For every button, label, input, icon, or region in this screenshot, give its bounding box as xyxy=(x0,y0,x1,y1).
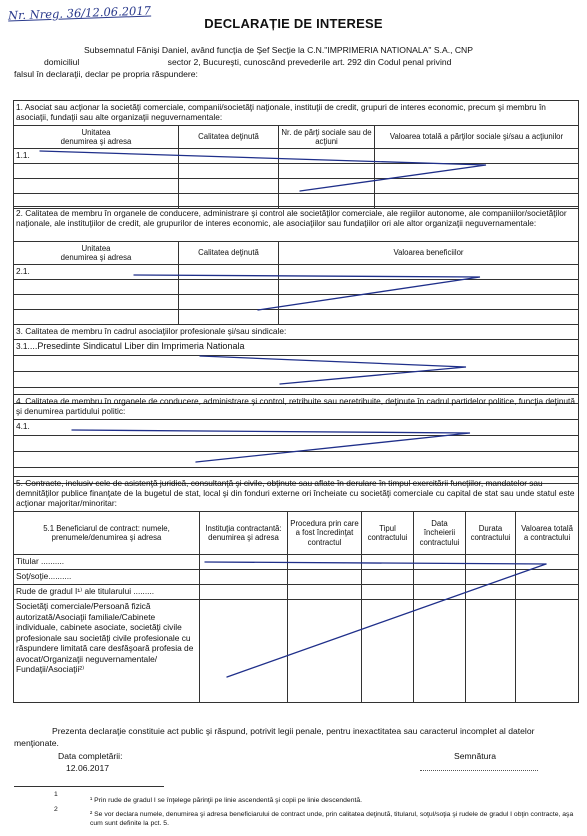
s2-col-unit: Unitatea denumirea şi adresa xyxy=(14,242,179,265)
table-cell xyxy=(516,585,579,600)
table-cell xyxy=(14,436,579,452)
table-cell xyxy=(200,600,288,703)
table-cell xyxy=(200,585,288,600)
table-cell xyxy=(288,585,362,600)
table-cell xyxy=(179,295,279,310)
table-cell xyxy=(14,372,579,388)
section-2-table xyxy=(13,206,579,325)
s2-col-capacity: Calitatea deţinută xyxy=(179,242,279,265)
s2-col-benefits: Valoarea beneficiilor xyxy=(279,242,579,265)
table-cell xyxy=(516,555,579,570)
table-cell xyxy=(288,555,362,570)
s1-col-value: Valoarea totală a părţilor sociale şi/sau a acţiunilor xyxy=(375,126,579,149)
table-cell xyxy=(466,555,516,570)
s5-row-companies: Societăţi comerciale/Persoană fizică autorizată/Asociaţii familiale/Cabinete individuale, cabinete asociate, societăţi civile profesionale sau societăţi civile profesionale cu răspundere limitată care desfăşoară profesia de avocat/Organizaţii neguvernamentale/ Fundaţii/Asociaţii²⁾ xyxy=(14,600,200,703)
table-cell xyxy=(288,570,362,585)
section-4-heading: 4. Calitatea de membru în organele de conducere, administrare şi control, retribuite sau neretribuite, deţinute în cadrul partidelor politice, funcţia deţinută şi denumirea partidului politic: xyxy=(14,395,579,420)
table-cell xyxy=(362,585,414,600)
table-cell xyxy=(375,179,579,194)
s5-col-type: Tipul contractului xyxy=(362,512,414,555)
table-cell xyxy=(375,164,579,179)
table-cell xyxy=(279,265,579,280)
section-3-table xyxy=(13,324,579,404)
section-5-heading: 5. Contracte, inclusiv cele de asistenţă juridică, consultanţă şi civile, obţinute sau aflate în derulare în timpul exercitării funcţiilor, mandatelor sau demnităţilor publice finanţate de la bugetul de stat, local şi din fonduri externe ori încheiate cu societăţi comerciale cu capital de stat sau unde statul este acţionar majoritar/minoritar: xyxy=(14,477,579,512)
section-2-heading: 2. Calitatea de membru în organele de conducere, administrare şi control ale societăţilor comerciale, ale regiilor autonome, ale companiilor/societăţilor naţionale, ale instituţiilor de credit, ale grupurilor de interes economic, ale asociaţiilor sau fundaţiilor ori ale altor organizaţii neguvernamentale: xyxy=(14,207,579,242)
registration-stamp: Nr. Nreg. 36/12.06.2017 xyxy=(7,3,152,23)
table-cell xyxy=(414,570,466,585)
s1-col-shares: Nr. de părţi sociale sau de acţiuni xyxy=(279,126,375,149)
section-1-heading: 1. Asociat sau acţionar la societăţi comerciale, companii/societăţi naţionale, instituţii de credit, grupuri de interes economic, precum şi membru în asociaţii, fundaţii sau alte organizaţii neguvernamentale: xyxy=(14,101,579,126)
table-cell xyxy=(288,600,362,703)
table-cell xyxy=(466,600,516,703)
signature-line xyxy=(420,770,538,771)
s5-col-institution: Instituţia contractantă: denumirea şi adresa xyxy=(200,512,288,555)
s5-col-beneficiary: 5.1 Beneficiarul de contract: numele, prenumele/denumirea şi adresa xyxy=(14,512,200,555)
closing-statement: Prezenta declaraţie constituie act public şi răspund, potrivit legii penale, pentru inexactitatea sau caracterul incomplet al datelor menţionate. xyxy=(14,726,535,748)
table-cell xyxy=(14,164,179,179)
footnote-1: ¹ Prin rude de gradul I se înţelege părinţii pe linie ascendentă şi copii pe linie descendentă. xyxy=(90,797,363,804)
table-cell xyxy=(200,555,288,570)
table-cell xyxy=(414,585,466,600)
signature-label: Semnătura xyxy=(454,751,497,761)
s5-col-procedure: Procedura prin care a fost încredinţat contractul xyxy=(288,512,362,555)
table-cell xyxy=(179,179,279,194)
s5-row-titular: Titular .......... xyxy=(14,555,200,570)
table-cell xyxy=(200,570,288,585)
s5-row-spouse: Soţ/soţie.......... xyxy=(14,570,200,585)
section-4-table xyxy=(13,394,579,484)
table-cell xyxy=(279,149,375,164)
table-cell xyxy=(362,570,414,585)
table-cell xyxy=(362,600,414,703)
table-cell xyxy=(179,164,279,179)
footnote-separator xyxy=(14,786,164,787)
footnote-1-number: 1 xyxy=(54,791,58,798)
table-cell xyxy=(14,179,179,194)
section-5-table xyxy=(13,476,579,703)
document-title: DECLARAȚIE DE INTERESE xyxy=(204,16,383,31)
s1-col-capacity: Calitatea deţinută xyxy=(179,126,279,149)
table-cell xyxy=(414,600,466,703)
section-3-heading: 3. Calitatea de membru în cadrul asociaţiilor profesionale şi/sau sindicale: xyxy=(14,325,579,340)
table-cell xyxy=(14,280,179,295)
table-cell xyxy=(375,149,579,164)
footnote-2-number: 2 xyxy=(54,806,58,813)
table-cell xyxy=(466,585,516,600)
table-cell xyxy=(14,356,579,372)
section-1-table xyxy=(13,100,579,209)
s5-col-date: Data încheierii contractului xyxy=(414,512,466,555)
table-cell xyxy=(279,280,579,295)
s3-row-label: 3.1. xyxy=(16,341,30,351)
table-cell xyxy=(279,310,579,325)
s5-col-value: Valoarea totală a contractului xyxy=(516,512,579,555)
s5-col-duration: Durata contractului xyxy=(466,512,516,555)
table-cell xyxy=(279,179,375,194)
table-cell xyxy=(516,570,579,585)
table-cell xyxy=(362,555,414,570)
table-cell xyxy=(414,555,466,570)
date-label: Data completării: xyxy=(58,751,123,761)
table-cell xyxy=(179,280,279,295)
s1-col-unit: Unitatea denumirea şi adresa xyxy=(14,126,179,149)
intro-line-1: Subsemnatul Fănişi Daniel, având funcţia de Şef Secţie la C.N."IMPRIMERIA NATIONALA" S.A., CNP xyxy=(84,45,473,55)
s4-row-label: 4.1. xyxy=(14,420,579,436)
intro-line-3: falsul în declaraţii, declar pe propria răspundere: xyxy=(14,69,198,79)
table-cell xyxy=(179,265,279,280)
table-cell xyxy=(279,164,375,179)
table-cell xyxy=(516,600,579,703)
table-cell xyxy=(179,149,279,164)
intro-paragraph xyxy=(14,44,582,80)
table-cell xyxy=(14,295,179,310)
intro-line-2: domiciliul sector 2, Bucureşti, cunoscând prevederile art. 292 din Codul penal privind xyxy=(44,57,452,67)
s1-row-label: 1.1. xyxy=(14,149,179,164)
table-cell xyxy=(279,295,579,310)
s3-row-1 xyxy=(14,340,579,356)
table-cell xyxy=(179,310,279,325)
table-cell xyxy=(14,310,179,325)
table-cell xyxy=(14,452,579,468)
s5-row-relatives: Rude de gradul I¹⁾ ale titularului ......... xyxy=(14,585,200,600)
table-cell xyxy=(466,570,516,585)
footnote-2: ² Se vor declara numele, denumirea şi adresa beneficiarului de contract unde, prin calitatea deţinută, titularul, soţul/soţia şi rudele de gradul I obţin contracte, aşa cum sunt definite la pct. 5. xyxy=(90,811,574,827)
s3-row-value: ...Presedinte Sindicatul Liber din Imprimeria Nationala xyxy=(29,341,245,351)
date-value: 12.06.2017 xyxy=(66,763,110,773)
s2-row-label: 2.1. xyxy=(14,265,179,280)
